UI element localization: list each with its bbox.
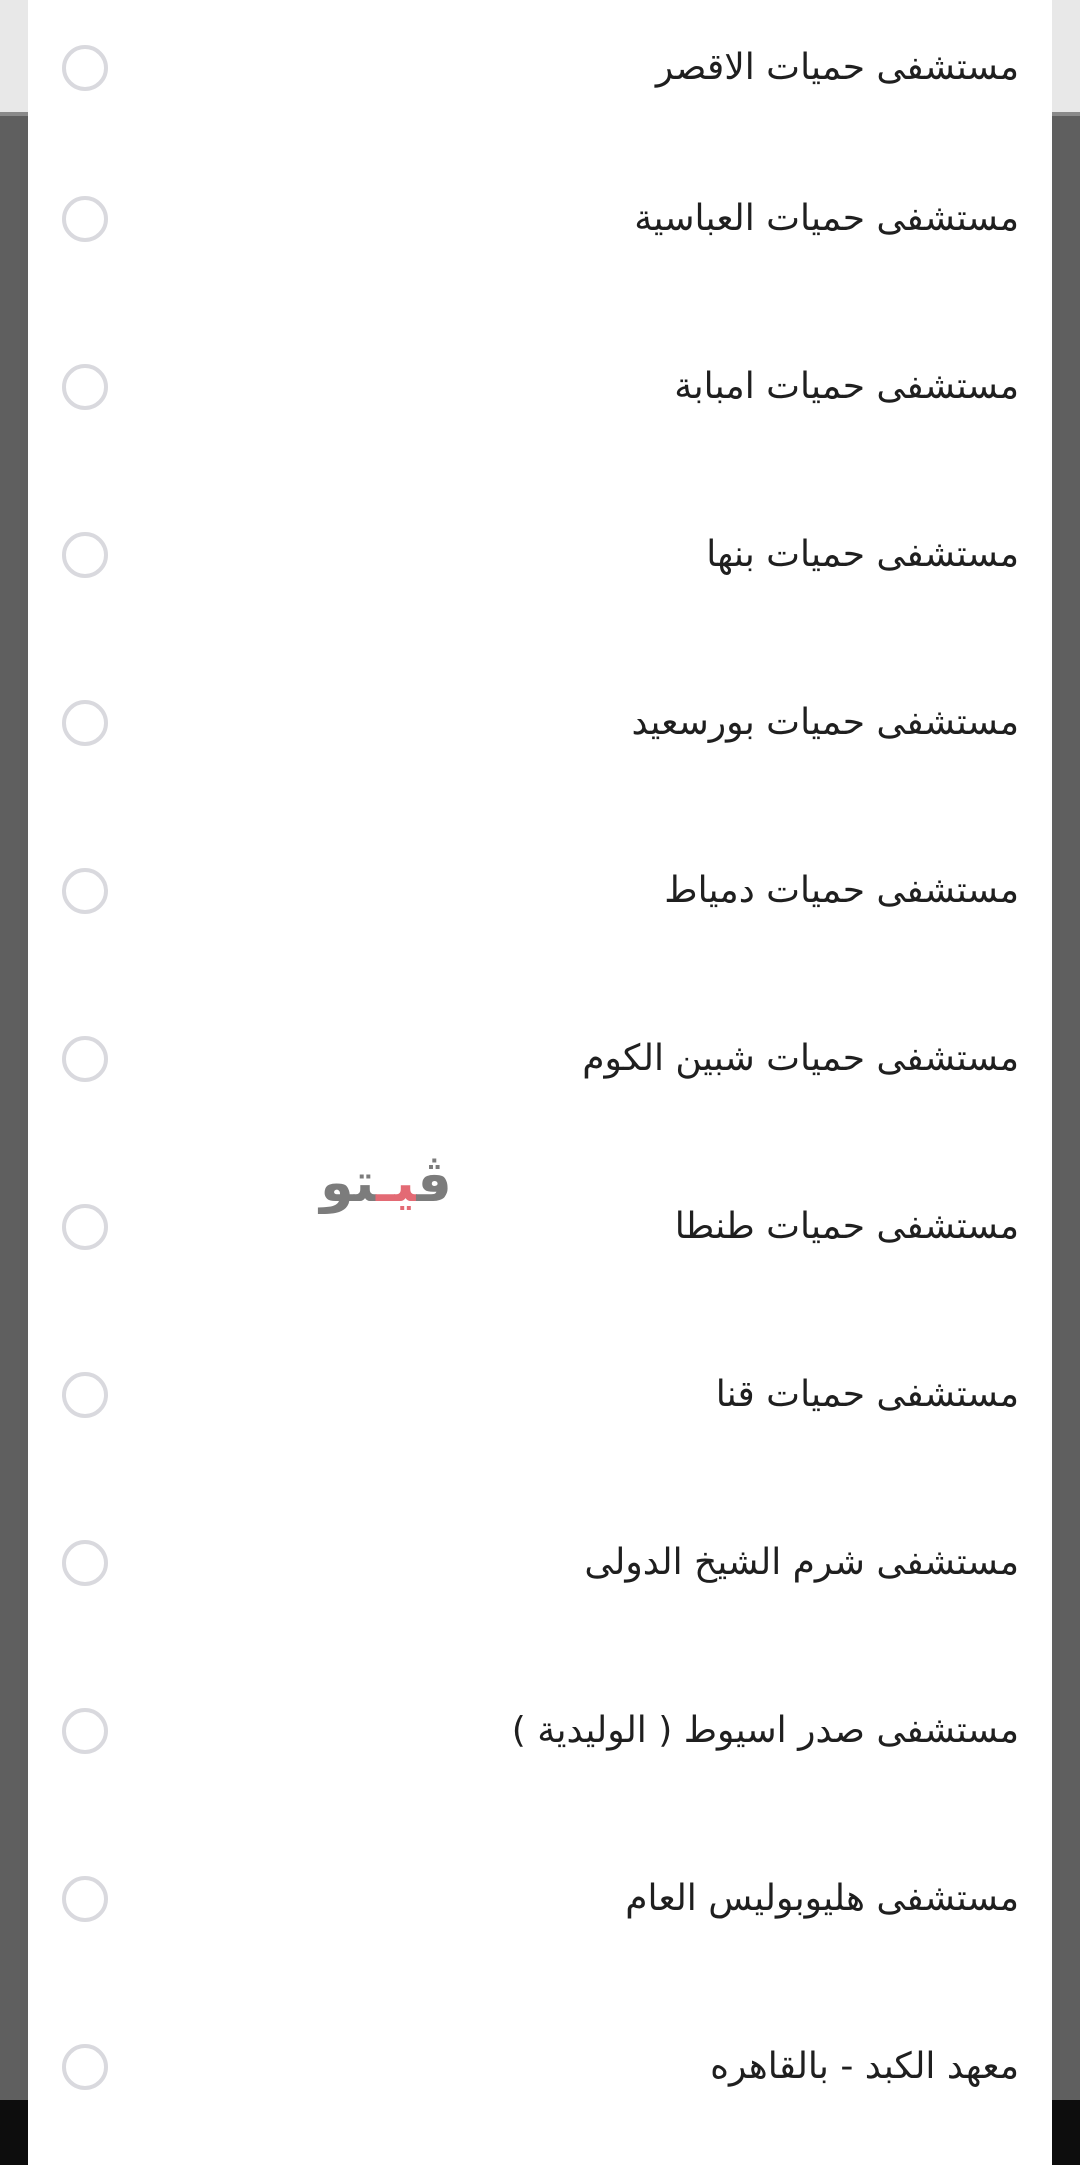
hospital-option-label: مستشفى حميات الاقصر (655, 46, 1019, 88)
hospital-option[interactable] (28, 1983, 1052, 2151)
hospital-option-label: مستشفى حميات بورسعيد (631, 702, 1019, 743)
hospital-option-label: مستشفى حميات قنا (715, 1374, 1019, 1415)
hospital-option-label: مستشفى حميات طنطا (674, 1206, 1019, 1247)
hospital-option-label: مستشفى حميات بنها (706, 534, 1019, 575)
hospital-option[interactable] (28, 1311, 1052, 1479)
hospital-option[interactable] (28, 1815, 1052, 1983)
hospital-option-label: مستشفى هليوبوليس العام (625, 1878, 1019, 1919)
radio-button-icon[interactable] (62, 1876, 108, 1922)
radio-button-icon[interactable] (62, 1036, 108, 1082)
hospital-option[interactable] (28, 135, 1052, 303)
hospital-option-label: معهد الكبد - بالقاهره (710, 2046, 1019, 2087)
hospital-option-label: مستشفى حميات العباسية (634, 198, 1019, 239)
hospital-option[interactable] (28, 303, 1052, 471)
radio-button-icon[interactable] (62, 45, 108, 91)
radio-button-icon[interactable] (62, 1372, 108, 1418)
hospital-option-label: مستشفى صدر اسيوط ( الوليدية ) (511, 1710, 1019, 1751)
radio-button-icon[interactable] (62, 1708, 108, 1754)
watermark-text-accent: يـ (376, 1151, 417, 1214)
hospital-option[interactable] (28, 1647, 1052, 1815)
radio-button-icon[interactable] (62, 196, 108, 242)
hospital-option-label: مستشفى حميات امبابة (674, 366, 1019, 407)
radio-button-icon[interactable] (62, 868, 108, 914)
radio-button-icon[interactable] (62, 2044, 108, 2090)
hospital-option-label: مستشفى حميات شبين الكوم (582, 1038, 1019, 1079)
hospital-option[interactable] (28, 1143, 1052, 1311)
hospital-option-label: مستشفى حميات دمياط (664, 870, 1019, 911)
radio-button-icon[interactable] (62, 700, 108, 746)
watermark-logo (312, 1148, 460, 1218)
hospital-option[interactable] (28, 975, 1052, 1143)
hospital-option-label: مستشفى شرم الشيخ الدولى (584, 1542, 1019, 1583)
watermark-text-end: تو (320, 1151, 377, 1214)
hospital-option[interactable] (28, 1479, 1052, 1647)
hospital-option[interactable] (28, 639, 1052, 807)
hospital-picker-dialog (28, 0, 1052, 2165)
hospital-option[interactable] (28, 0, 1052, 135)
hospital-option-list (28, 0, 1052, 2151)
hospital-option[interactable] (28, 807, 1052, 975)
radio-button-icon[interactable] (62, 532, 108, 578)
hospital-option[interactable] (28, 471, 1052, 639)
radio-button-icon[interactable] (62, 1540, 108, 1586)
radio-button-icon[interactable] (62, 364, 108, 410)
radio-button-icon[interactable] (62, 1204, 108, 1250)
watermark-text-start: ڤ (416, 1151, 452, 1214)
